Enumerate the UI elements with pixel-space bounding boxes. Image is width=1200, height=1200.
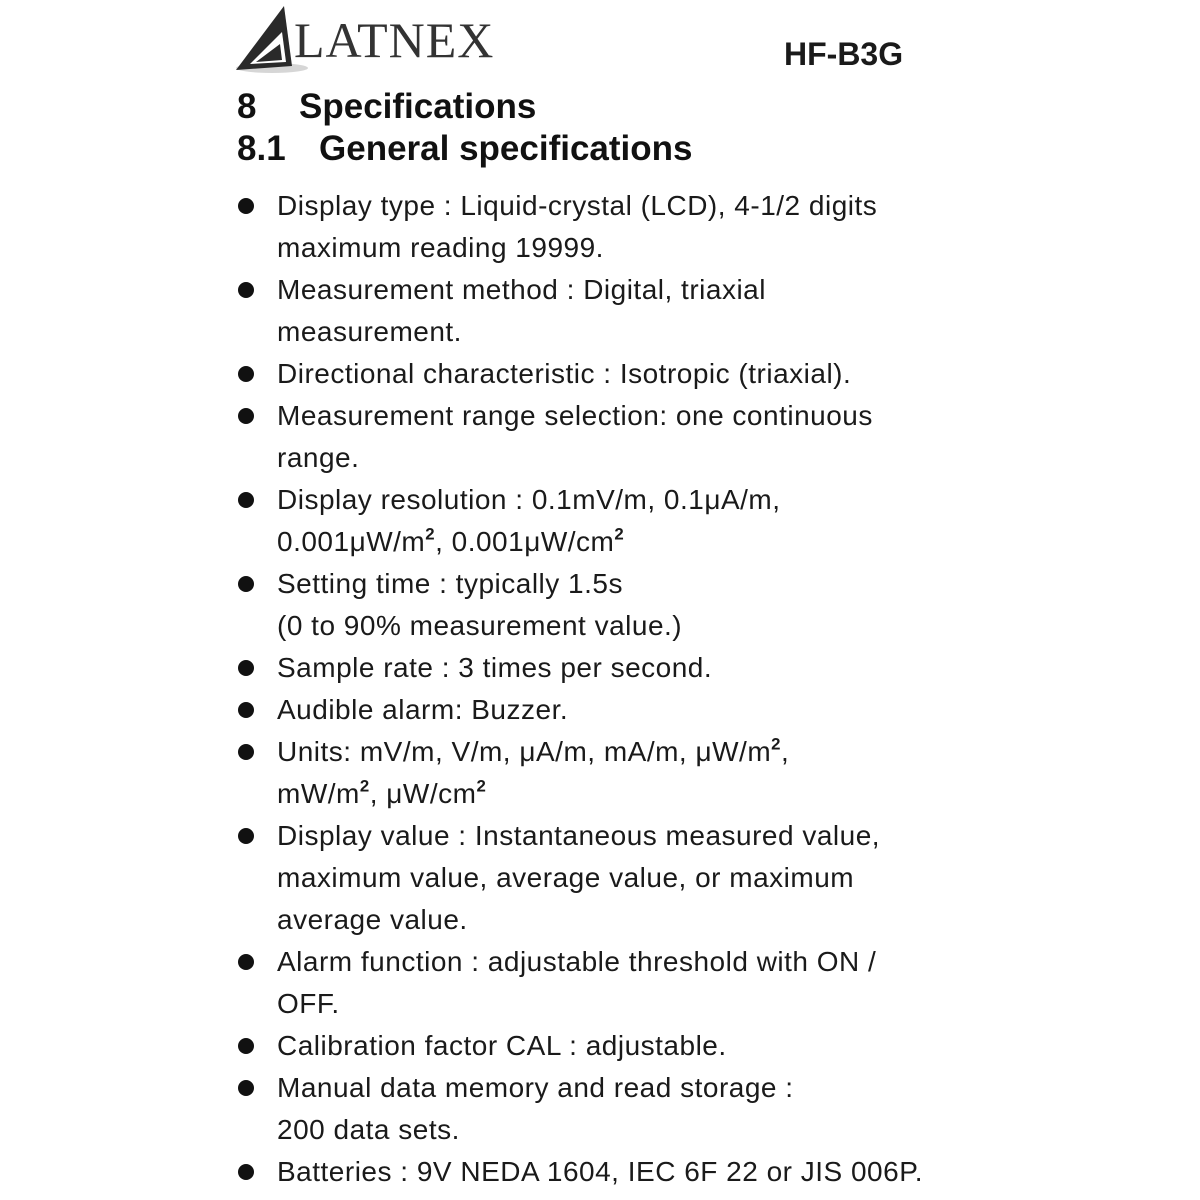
section-number: 8 [237, 87, 257, 126]
spec-line: Manual data memory and read storage : [277, 1072, 794, 1103]
spec-line: Measurement range selection: one continuous [277, 400, 873, 431]
bullet-icon [238, 282, 254, 298]
spec-line: Display value : Instantaneous measured value, [277, 820, 881, 851]
bullet-icon [238, 660, 254, 676]
spec-line: average value. [277, 904, 468, 935]
spec-item [236, 815, 976, 941]
model-number: HF-B3G [784, 36, 904, 72]
spec-line: maximum reading 19999. [277, 232, 604, 263]
spec-item [236, 479, 976, 563]
spec-item [236, 689, 976, 731]
spec-item [236, 1151, 976, 1193]
bullet-icon [238, 366, 254, 382]
spec-line: OFF. [277, 988, 340, 1019]
bullet-icon [238, 1080, 254, 1096]
bullet-icon [238, 492, 254, 508]
subsection-heading [237, 128, 692, 170]
spec-line: measurement. [277, 316, 462, 347]
spec-line: Alarm function : adjustable threshold with ON / [277, 946, 877, 977]
spec-item [236, 731, 976, 815]
spec-line: Audible alarm: Buzzer. [277, 694, 569, 725]
spec-line: Calibration factor CAL : adjustable. [277, 1030, 727, 1061]
bullet-icon [238, 1164, 254, 1180]
bullet-icon [238, 954, 254, 970]
bullet-icon [238, 744, 254, 760]
bullet-icon [238, 576, 254, 592]
bullet-icon [238, 1038, 254, 1054]
spec-item [236, 647, 976, 689]
section-title: Specifications [299, 87, 537, 126]
spec-item [236, 353, 976, 395]
spec-line: maximum value, average value, or maximum [277, 862, 855, 893]
logo-wordmark: LATNEX [294, 12, 495, 68]
bullet-icon [238, 828, 254, 844]
section-heading [237, 86, 536, 128]
spec-item [236, 1067, 976, 1151]
spec-item [236, 269, 976, 353]
spec-line: Display resolution : 0.1mV/m, 0.1μA/m, [277, 484, 781, 515]
spec-line: Sample rate : 3 times per second. [277, 652, 713, 683]
spec-line: $0.001\mu W/m^2$, $0.001\mu W/cm^2$ [277, 524, 625, 557]
spec-item [236, 563, 976, 647]
bullet-icon [238, 408, 254, 424]
spec-list [236, 185, 976, 1193]
spec-item [236, 1025, 976, 1067]
spec-item [236, 941, 976, 1025]
spec-line: Measurement method : Digital, triaxial [277, 274, 766, 305]
latnex-logo [232, 2, 522, 78]
spec-line: Setting time : typically 1.5s [277, 568, 623, 599]
bullet-icon [238, 702, 254, 718]
spec-line: range. [277, 442, 360, 473]
spec-item [236, 395, 976, 479]
bullet-icon [238, 198, 254, 214]
subsection-title: General specifications [319, 129, 693, 168]
spec-line: $mW/m^2$, $\mu W/cm^2$ [277, 776, 487, 809]
spec-item [236, 185, 976, 269]
subsection-number: 8.1 [237, 129, 286, 168]
spec-line: (0 to 90% measurement value.) [277, 610, 683, 641]
spec-line: Batteries : 9V NEDA 1604, IEC 6F 22 or JIS 006P. [277, 1156, 924, 1187]
spec-line: 200 data sets. [277, 1114, 460, 1145]
spec-line: Directional characteristic : Isotropic (triaxial). [277, 358, 852, 389]
spec-line: Display type : Liquid-crystal (LCD), 4-1/2 digits [277, 190, 878, 221]
spec-line: Units: mV/m, V/m, μA/m, mA/m, $\mu W/m^2$, [277, 734, 790, 767]
